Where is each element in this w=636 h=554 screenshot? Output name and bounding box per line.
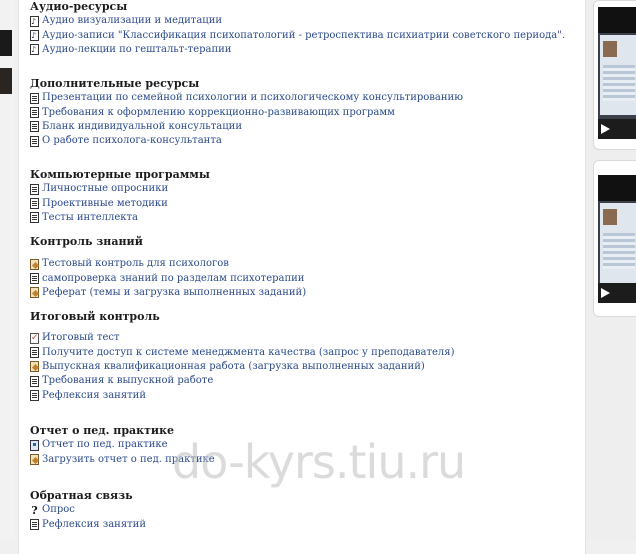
video-header xyxy=(598,175,636,201)
document-icon xyxy=(30,519,39,530)
section-knowledge-control xyxy=(30,235,306,300)
left-sidebar-strip xyxy=(0,0,14,539)
list-item[interactable] xyxy=(30,271,306,285)
list-item[interactable] xyxy=(30,438,215,452)
resource-link[interactable]: Тестовый контроль для психологов xyxy=(42,258,229,270)
list-item[interactable] xyxy=(30,182,210,196)
section-title: Обратная связь xyxy=(30,489,133,502)
audio-file-icon xyxy=(30,30,39,41)
assignment-icon xyxy=(30,454,39,465)
list-item[interactable] xyxy=(30,345,455,359)
list-item[interactable] xyxy=(30,43,565,57)
resource-link[interactable]: Отчет по пед. практике xyxy=(42,439,168,451)
section-title: Компьютерные программы xyxy=(30,168,210,181)
document-icon xyxy=(30,347,39,358)
play-icon[interactable] xyxy=(601,124,610,134)
resource-link[interactable]: Аудио-записи "Классификация психопатологий - ретроспектива психиатрии советского периода". xyxy=(42,29,566,41)
assignment-icon xyxy=(30,287,39,298)
resource-link[interactable]: Выпускная квалификационная работа (загрузка выполненных заданий) xyxy=(42,360,425,372)
resource-link[interactable]: Личностные опросники xyxy=(42,183,169,195)
resource-link[interactable]: Презентации по семейной психологии и психологическому консультированию xyxy=(42,92,463,104)
document-icon xyxy=(30,184,39,195)
section-title: Контроль знаний xyxy=(30,235,143,248)
left-thumbnail[interactable] xyxy=(0,30,12,56)
section-computer-programs xyxy=(30,168,210,225)
list-item[interactable] xyxy=(30,360,455,374)
resource-link[interactable]: Реферат (темы и загрузка выполненных заданий) xyxy=(42,286,307,298)
audio-file-icon xyxy=(30,44,39,55)
resource-link[interactable]: Загрузить отчет о пед. практике xyxy=(42,453,215,465)
resource-link[interactable]: Требования к выпускной работе xyxy=(42,375,214,387)
document-icon xyxy=(30,376,39,387)
list-item[interactable] xyxy=(30,517,146,531)
section-feedback xyxy=(30,489,146,532)
section-title: Итоговый контроль xyxy=(30,310,160,323)
watermark: do-kyrs.tiu.ru xyxy=(172,435,466,489)
list-item[interactable] xyxy=(30,503,146,517)
resource-link[interactable]: Аудио визуализации и медитации xyxy=(42,15,223,27)
list-item[interactable] xyxy=(30,374,455,388)
section-title: Аудио-ресурсы xyxy=(30,0,128,13)
document-icon xyxy=(30,93,39,104)
quiz-icon xyxy=(30,259,39,270)
resource-link[interactable]: самопроверка знаний по разделам психотерапии xyxy=(42,272,305,284)
list-item[interactable] xyxy=(30,452,215,466)
list-item[interactable] xyxy=(30,134,463,148)
audio-file-icon xyxy=(30,16,39,27)
document-icon xyxy=(30,390,39,401)
video-widget xyxy=(593,0,636,150)
upload-icon xyxy=(30,440,39,451)
video-preview xyxy=(600,35,636,115)
list-item[interactable] xyxy=(30,257,306,271)
checklist-icon xyxy=(30,333,39,344)
question-icon: ? xyxy=(31,503,38,517)
left-thumbnail[interactable] xyxy=(0,68,12,94)
list-item[interactable] xyxy=(30,91,463,105)
document-icon xyxy=(30,121,39,132)
resource-link[interactable]: О работе психолога-консультанта xyxy=(42,135,222,147)
resource-link[interactable]: Рефлексия занятий xyxy=(42,389,146,401)
list-item[interactable] xyxy=(30,286,306,300)
resource-link[interactable]: Аудио-лекции по гештальт-терапии xyxy=(42,43,232,55)
document-icon xyxy=(30,198,39,209)
section-practice-report xyxy=(30,424,215,467)
resource-link[interactable]: Получите доступ к системе менеджмента качества (запрос у преподавателя) xyxy=(42,346,455,358)
section-final-control xyxy=(30,310,455,403)
document-icon xyxy=(30,273,39,284)
section-additional-resources xyxy=(30,77,463,149)
video-player[interactable] xyxy=(598,7,636,139)
video-controls xyxy=(598,119,636,139)
document-icon xyxy=(30,212,39,223)
resource-link[interactable]: Итоговый тест xyxy=(42,332,120,344)
list-item[interactable] xyxy=(30,331,455,345)
section-title: Отчет о пед. практике xyxy=(30,424,175,437)
list-item[interactable] xyxy=(30,211,210,225)
list-item[interactable] xyxy=(30,14,565,28)
video-controls xyxy=(598,283,636,303)
resource-link[interactable]: Опрос xyxy=(42,504,75,516)
video-preview xyxy=(600,203,636,283)
resource-link[interactable]: Требования к оформлению коррекционно-развивающих программ xyxy=(42,106,395,118)
list-item[interactable] xyxy=(30,120,463,134)
document-icon xyxy=(30,136,39,147)
list-item[interactable] xyxy=(30,105,463,119)
resource-link[interactable]: Бланк индивидуальной консультации xyxy=(42,120,243,132)
section-audio-resources xyxy=(30,0,565,57)
list-item[interactable] xyxy=(30,28,565,42)
resource-link[interactable]: Рефлексия занятий xyxy=(42,518,146,530)
video-widget xyxy=(593,160,636,317)
video-header xyxy=(598,7,636,33)
list-item[interactable] xyxy=(30,389,455,403)
section-title: Дополнительные ресурсы xyxy=(30,77,200,90)
play-icon[interactable] xyxy=(601,288,610,298)
assignment-icon xyxy=(30,361,39,372)
document-icon xyxy=(30,107,39,118)
resource-link[interactable]: Тесты интеллекта xyxy=(42,211,139,223)
list-item[interactable] xyxy=(30,196,210,210)
resource-link[interactable]: Проективные методики xyxy=(42,197,168,209)
video-player[interactable] xyxy=(598,175,636,303)
